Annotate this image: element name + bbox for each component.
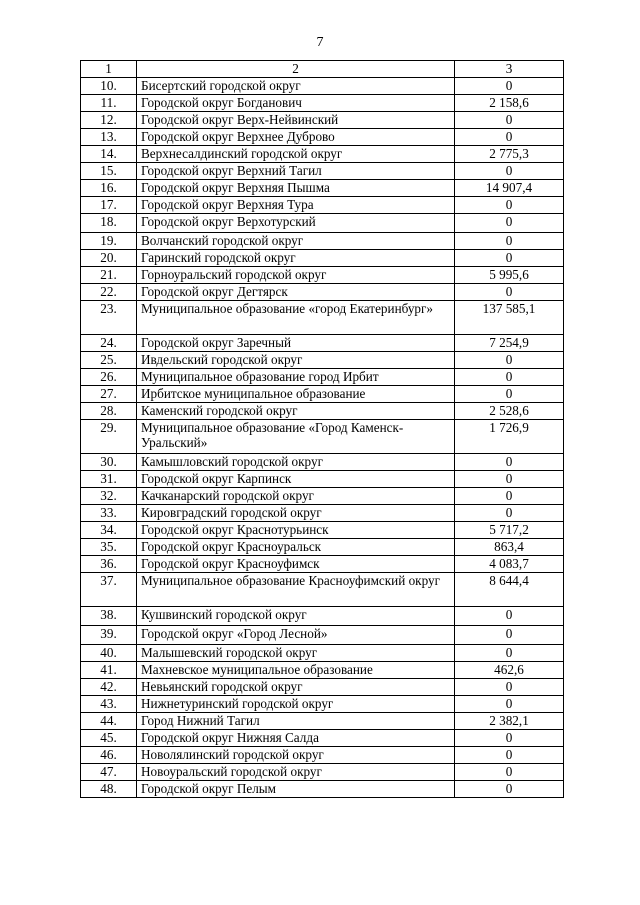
- row-name: Верхнесалдинский городской округ: [137, 146, 455, 163]
- row-value: 0: [455, 471, 564, 488]
- row-value: 0: [455, 78, 564, 95]
- row-number: 14.: [81, 146, 137, 163]
- table-row: [81, 764, 564, 781]
- row-number: 28.: [81, 403, 137, 420]
- table-row: [81, 556, 564, 573]
- row-value: 2 158,6: [455, 95, 564, 112]
- row-name: Городской округ Верхнее Дуброво: [137, 129, 455, 146]
- row-value: 0: [455, 781, 564, 798]
- row-name: Кушвинский городской округ: [137, 607, 455, 626]
- row-name: Новоуральский городской округ: [137, 764, 455, 781]
- row-number: 48.: [81, 781, 137, 798]
- table-header-row: [81, 61, 564, 78]
- row-number: 12.: [81, 112, 137, 129]
- row-value: 4 083,7: [455, 556, 564, 573]
- row-number: 45.: [81, 730, 137, 747]
- table-row: [81, 129, 564, 146]
- row-value: 0: [455, 607, 564, 626]
- table-row: [81, 696, 564, 713]
- row-value: 137 585,1: [455, 301, 564, 335]
- row-name: Городской округ Верхний Тагил: [137, 163, 455, 180]
- row-number: 18.: [81, 214, 137, 233]
- row-name: Кировградский городской округ: [137, 505, 455, 522]
- header-cell-1: 1: [81, 61, 137, 78]
- header-cell-2: 2: [137, 61, 455, 78]
- row-name: Горноуральский городской округ: [137, 267, 455, 284]
- row-number: 38.: [81, 607, 137, 626]
- row-name: Городской округ «Город Лесной»: [137, 626, 455, 645]
- table-row: [81, 233, 564, 250]
- row-value: 14 907,4: [455, 180, 564, 197]
- row-number: 15.: [81, 163, 137, 180]
- table-row: [81, 301, 564, 335]
- table-row: [81, 386, 564, 403]
- row-name: Нижнетуринский городской округ: [137, 696, 455, 713]
- row-number: 21.: [81, 267, 137, 284]
- row-number: 17.: [81, 197, 137, 214]
- table-row: [81, 645, 564, 662]
- table-row: [81, 420, 564, 454]
- row-value: 863,4: [455, 539, 564, 556]
- row-name: Камышловский городской округ: [137, 454, 455, 471]
- row-value: 0: [455, 214, 564, 233]
- table-row: [81, 163, 564, 180]
- row-value: 462,6: [455, 662, 564, 679]
- row-name: Каменский городской округ: [137, 403, 455, 420]
- row-name: Новолялинский городской округ: [137, 747, 455, 764]
- table-row: [81, 284, 564, 301]
- row-number: 19.: [81, 233, 137, 250]
- row-number: 44.: [81, 713, 137, 730]
- row-value: 0: [455, 129, 564, 146]
- row-value: 0: [455, 696, 564, 713]
- row-number: 32.: [81, 488, 137, 505]
- row-name: Гаринский городской округ: [137, 250, 455, 267]
- row-number: 46.: [81, 747, 137, 764]
- row-number: 42.: [81, 679, 137, 696]
- row-number: 24.: [81, 335, 137, 352]
- table-row: [81, 335, 564, 352]
- row-number: 43.: [81, 696, 137, 713]
- row-value: 0: [455, 284, 564, 301]
- table-row: [81, 197, 564, 214]
- table-row: [81, 369, 564, 386]
- table-row: [81, 78, 564, 95]
- row-value: 0: [455, 488, 564, 505]
- row-number: 36.: [81, 556, 137, 573]
- row-number: 41.: [81, 662, 137, 679]
- row-value: 0: [455, 730, 564, 747]
- row-value: 2 382,1: [455, 713, 564, 730]
- row-number: 37.: [81, 573, 137, 607]
- row-name: Городской округ Верхотурский: [137, 214, 455, 233]
- row-value: 0: [455, 352, 564, 369]
- row-name: Невьянский городской округ: [137, 679, 455, 696]
- row-number: 40.: [81, 645, 137, 662]
- table-row: [81, 352, 564, 369]
- table-row: [81, 607, 564, 626]
- row-number: 13.: [81, 129, 137, 146]
- row-name: Городской округ Верхняя Тура: [137, 197, 455, 214]
- table-row: [81, 679, 564, 696]
- row-value: 0: [455, 764, 564, 781]
- row-number: 27.: [81, 386, 137, 403]
- row-name: Ивдельский городской округ: [137, 352, 455, 369]
- row-number: 34.: [81, 522, 137, 539]
- row-value: 0: [455, 454, 564, 471]
- table-row: [81, 180, 564, 197]
- row-value: 8 644,4: [455, 573, 564, 607]
- row-number: 26.: [81, 369, 137, 386]
- table-row: [81, 403, 564, 420]
- row-name: Городской округ Красноуральск: [137, 539, 455, 556]
- row-name: Городской округ Богданович: [137, 95, 455, 112]
- row-value: 0: [455, 112, 564, 129]
- table-row: [81, 471, 564, 488]
- row-value: 1 726,9: [455, 420, 564, 454]
- row-number: 29.: [81, 420, 137, 454]
- table-row: [81, 713, 564, 730]
- table-row: [81, 573, 564, 607]
- table-row: [81, 626, 564, 645]
- row-number: 35.: [81, 539, 137, 556]
- table-row: [81, 747, 564, 764]
- row-name: Муниципальное образование «город Екатеринбург»: [137, 301, 455, 335]
- row-value: 0: [455, 197, 564, 214]
- row-value: 0: [455, 747, 564, 764]
- table-row: [81, 146, 564, 163]
- row-value: 0: [455, 626, 564, 645]
- row-number: 20.: [81, 250, 137, 267]
- row-name: Муниципальное образование город Ирбит: [137, 369, 455, 386]
- row-value: 5 717,2: [455, 522, 564, 539]
- page-number: 7: [316, 35, 324, 50]
- row-name: Малышевский городской округ: [137, 645, 455, 662]
- row-name: Муниципальное образование Красноуфимский округ: [137, 573, 455, 607]
- row-number: 10.: [81, 78, 137, 95]
- row-name: Город Нижний Тагил: [137, 713, 455, 730]
- table-row: [81, 214, 564, 233]
- row-number: 16.: [81, 180, 137, 197]
- row-value: 2 528,6: [455, 403, 564, 420]
- row-number: 11.: [81, 95, 137, 112]
- row-name: Городской округ Пелым: [137, 781, 455, 798]
- table-row: [81, 250, 564, 267]
- row-value: 0: [455, 163, 564, 180]
- row-name: Городской округ Нижняя Салда: [137, 730, 455, 747]
- row-value: 5 995,6: [455, 267, 564, 284]
- table-row: [81, 267, 564, 284]
- row-name: Ирбитское муниципальное образование: [137, 386, 455, 403]
- row-value: 0: [455, 369, 564, 386]
- row-name: Городской округ Заречный: [137, 335, 455, 352]
- row-value: 0: [455, 386, 564, 403]
- table-row: [81, 522, 564, 539]
- row-name: Городской округ Верхняя Пышма: [137, 180, 455, 197]
- row-name: Городской округ Красноуфимск: [137, 556, 455, 573]
- table-row: [81, 488, 564, 505]
- table-row: [81, 112, 564, 129]
- row-number: 31.: [81, 471, 137, 488]
- header-cell-3: 3: [455, 61, 564, 78]
- table-row: [81, 95, 564, 112]
- row-number: 23.: [81, 301, 137, 335]
- row-name: Городской округ Верх-Нейвинский: [137, 112, 455, 129]
- row-name: Волчанский городской округ: [137, 233, 455, 250]
- row-value: 0: [455, 233, 564, 250]
- row-number: 25.: [81, 352, 137, 369]
- row-name: Махневское муниципальное образование: [137, 662, 455, 679]
- table-row: [81, 781, 564, 798]
- row-name: Городской округ Краснотурьинск: [137, 522, 455, 539]
- table-row: [81, 454, 564, 471]
- row-value: 2 775,3: [455, 146, 564, 163]
- row-value: 0: [455, 250, 564, 267]
- row-name: Качканарский городской округ: [137, 488, 455, 505]
- row-number: 47.: [81, 764, 137, 781]
- row-number: 33.: [81, 505, 137, 522]
- row-name: Городской округ Дегтярск: [137, 284, 455, 301]
- row-value: 0: [455, 645, 564, 662]
- municipal-table: [80, 60, 564, 798]
- row-number: 22.: [81, 284, 137, 301]
- row-value: 7 254,9: [455, 335, 564, 352]
- row-number: 30.: [81, 454, 137, 471]
- table-row: [81, 730, 564, 747]
- row-name: Городской округ Карпинск: [137, 471, 455, 488]
- row-name: Бисертский городской округ: [137, 78, 455, 95]
- row-number: 39.: [81, 626, 137, 645]
- table-row: [81, 539, 564, 556]
- row-value: 0: [455, 679, 564, 696]
- row-name: Муниципальное образование «Город Каменск-Уральский»: [137, 420, 455, 454]
- row-value: 0: [455, 505, 564, 522]
- table-row: [81, 505, 564, 522]
- table-row: [81, 662, 564, 679]
